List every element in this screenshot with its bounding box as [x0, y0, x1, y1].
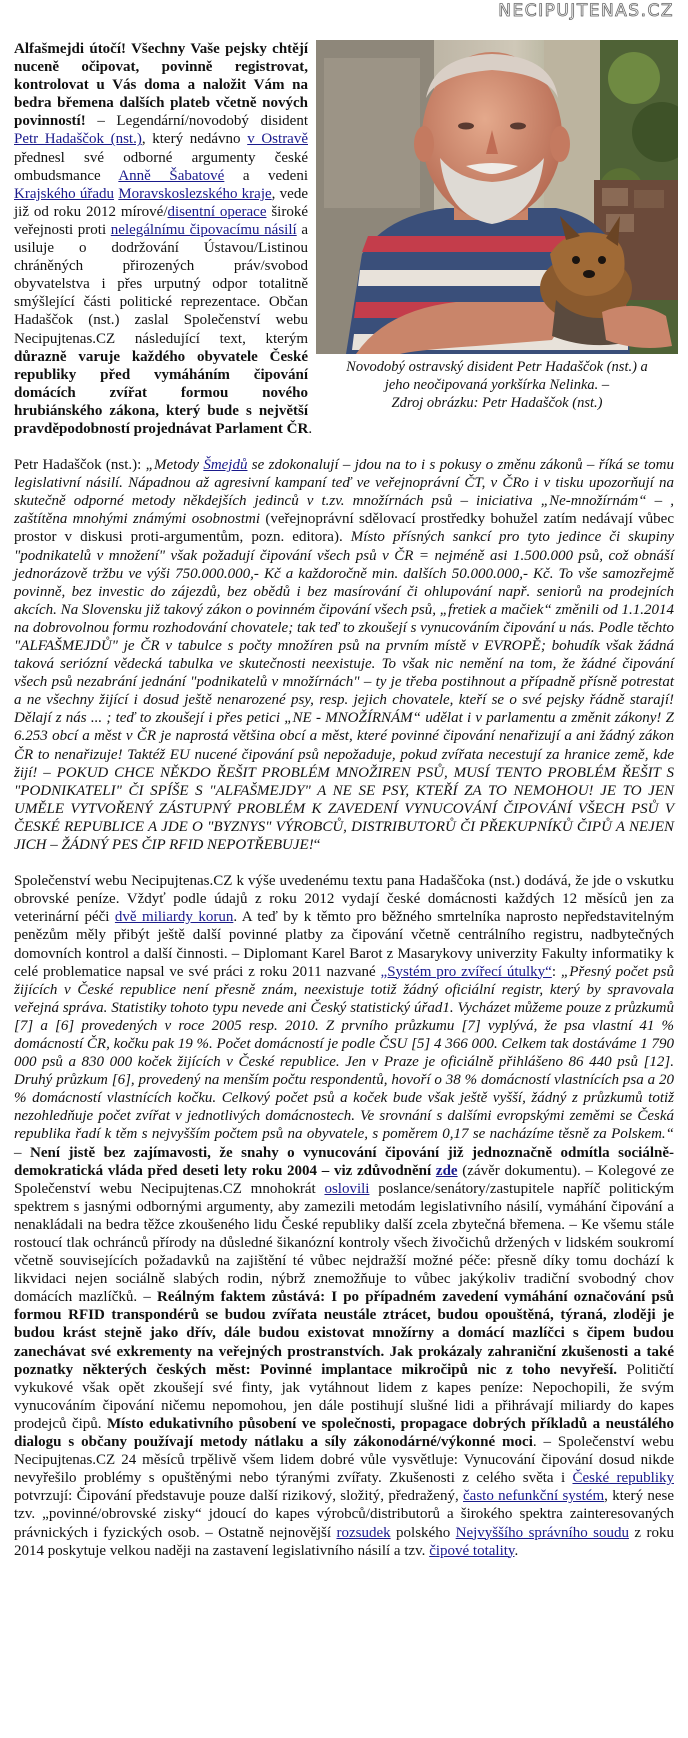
caption-line: Novodobý ostravský disident Petr Hadaščok (nst.) a [346, 359, 648, 375]
inline-link[interactable]: v Ostravě [247, 131, 308, 148]
inline-link[interactable]: Krajského úřadu [14, 185, 115, 202]
photo-caption [316, 354, 678, 412]
text-run: , který nedávno [141, 131, 248, 148]
inline-link[interactable]: zde [435, 1162, 458, 1179]
inline-link[interactable]: oslovili [324, 1180, 370, 1197]
text-run: , vede již od roku 2012 mírové/ [14, 185, 308, 220]
inline-link[interactable]: Moravskoslezského kraje [118, 185, 272, 202]
article-photo [316, 40, 678, 354]
text-run: . [308, 420, 313, 437]
text-run: “ [313, 837, 321, 854]
text-run: potvrzují: Čipování představuje pouze další rizikový, složitý, předražený, [14, 1488, 464, 1505]
text-run: : [551, 963, 561, 980]
text-run: – [14, 1144, 30, 1161]
italic-quote-text: „Přesný počet psů žijících v České republice není přesně znám, neexistuje totiž žádný oficiální registr, který by spravovala veřejná správa. Statistiky tohoto typu nevede ani Český statistický úřad1. Vycházet můžeme pouze z průzkumů [7] a [6] provedených v roce 2005 resp. 2010. Z prvního průzkumu [7] vyplývá, že psa vlastní 41 % domácností ČR, kočku pak 19 %. Počet domácností je podle ČSU [5] 4 366 000. Celkem tak dostáváme 1 790 000 psů a 830 000 koček žijících v České republice. Jen v Praze je oficiálně přihlášeno 86 440 psů [12]. Druhý průzkum [6], provedený na menším počtu respondentů, hovoří o 38 % domácností vlastnících psa a 20 % domácností vlastnících kočku. Celkový počet psů a koček bude však ještě vyšší, žádný z průzkumů totiž nezohledňuje počet zvířat v jednotlivých domácnostech. Ve srovnání s dalšími evropskými zeměmi se Česká republika řadí k těm s nejvyšším počtem psů na obyvatele, s poměrem 0,17 se nacházíme těsně za Polskem.“ [14, 963, 674, 1143]
text-run: z roku 2014 poskytuje velkou naději na zastavení legislativního násilí a tzv. [14, 1524, 674, 1559]
inline-link[interactable]: České republiky [572, 1470, 674, 1487]
text-run: Společenství webu Necipujtenas.CZ k výše uvedenému textu pana Hadaščoka (nst.) dodává, že jde o vskutku obrovské peníze. Vždyť podle údajů z roku 2012 vydají české domácnosti každých 12 měsíců jen za veterinární péči [14, 873, 674, 926]
text-run: – Legendární/novodobý disident [85, 113, 308, 130]
inline-link[interactable]: rozsudek [336, 1524, 391, 1541]
inline-link[interactable]: disentní operace [167, 203, 267, 220]
italic-quote-text: „Metody [145, 457, 204, 474]
site-logo: NECIPUJTENAS.CZ [498, 1, 674, 21]
text-run: (veřejnoprávní sdělovací prostředky bohužel zatím nedávají vůbec prostor v diskusi proti-argumentům, pozn. editora). [14, 511, 674, 546]
italic-quote-text: Místo přísných sankcí pro tyto jedince či skupiny "podnikatelů v množení" však požadují čipování všech psů v ČR = nejméně asi 1.500.000 psů, což obnáší jednorázově tržbu ve výši 750.000.000,- Kč a každoročně min. dalších 50.000.000,- Kč. To vše samozřejmě povinně, bez investic do zájezdů, bez obědů i bez masírování či ohlupování např. seniorů na prodejních akcích. Na Slovensku již takový zákon o povinném čipování všech psů, „fretiek a mačiek“ změnili od 1.1.2014 na dobrovolnou formu rozhodování chovatele; tak teď to zkoušejí s vynucováním čipování u nás. Podle těchto "ALFAŠMEJDŮ" je ČR v tabulce s počty množíren psů na prvním místě v EVROPĚ; bohudík však žádná taková seriózní vědecká tabulka ve skutečnosti neexistuje. To však nic nemění na tom, že žádné čipování všech psů nezabrání jednání "podnikatelů v množírnách" – ty je třeba postihnout a případně přísně potrestat a ne všechny žijící i dosud ještě nenarozené psy, resp. jejich chovatele, kteří se o své pejsky řádně starají! Dělají z nás ... ; teď to zkoušejí i přes petici „NE - MNOŽÍRNÁM“ udělat i v parlamentu a změnit zákony! Z 6.253 obcí a měst v ČR je naprostá většina obcí a měst, které povinné čipování nenařizují a ani žádný zákon ČR to nenařizuje! Taktéž EU nucené čipování psů nepožaduje, pokud zvířata necestují za hranice země, kde žijí! – POKUD CHCE NĚKDO ŘEŠIT PROBLÉM MNOŽIREN PSŮ, MUSÍ TENTO PROBLÉM ŘEŠIT S "PODNIKATELI" ČI SPÍŠE S "ALFAŠMEJDY" A NE SE PSY, KTEŘÍ ZA TO NEMOHOU! JE TO JEN UMĚLE VYTVOŘENÝ ZÁSTUPNÝ PROBLÉM K ZAVEDENÍ VYNUCOVÁNÍ ČIPOVÁNÍ VŠECH PSŮ V ČESKÉ REPUBLICE A JDE O "BYZNYS" VÝROBCŮ, DISTRIBUTORŮ ČI PŘEKUPNÍKŮ ČIPŮ A NEJEN JICH – ŽÁDNÝ PES ČIP RFID NEPOTŘEBUJE! [14, 529, 675, 854]
text-run: Političtí vykukové však opět zkoušejí své finty, jak vytáhnout lidem z kapes peníze: Nepochopili, že svým vynucováním čipování ničemu nepomohou, jen dále postihují slušné lidi a přihrávají miliardy do kapes prodejců čipů. [14, 1361, 674, 1432]
text-run: široké veřejnosti proti [14, 203, 308, 238]
inline-link[interactable]: dvě miliardy korun [114, 909, 234, 926]
text-run: , který nese tzv. „povinné/obrovské zisky“ jdoucí do kapes výrobců/distributorů a širokého spektra zainteresovaných právnických i fyzických osob. – Ostatně nejnovější [14, 1488, 674, 1541]
bold-text: Alfašmejdi útočí! Všechny Vaše pejsky chtějí nuceně očipovat, povinně registrovat, kontrolovat u Vás doma a naložit Vám na bedra břemena dalších plateb včetně nových povinností! [14, 41, 308, 130]
caption-line: jeho neočipovaná yorkšírka Nelinka. – [384, 377, 610, 393]
text-run: a usiluje o dodržování Ústavou/Listinou chráněných přirozených práv/svobod obyvatelstva i přes urputný odpor totalitně smýšlející části politické reprezentace. Občan Hadaščok (nst.) zaslal Společenství webu Necipujtenas.CZ následující text, kterým [14, 221, 308, 347]
text-run: Petr Hadaščok (nst.): [14, 457, 146, 474]
commentary-paragraph [14, 872, 674, 1560]
inline-link[interactable]: „Systém pro zvířecí útulky“ [380, 963, 552, 980]
text-run: polského [390, 1524, 456, 1541]
text-run: přednesl své odborné argumenty české ombudsmance [14, 149, 308, 184]
inline-link[interactable]: často nefunkční systém [463, 1488, 605, 1505]
text-run: . [514, 1542, 519, 1559]
inline-link[interactable]: nelegálnímu čipovacímu násilí [110, 221, 297, 238]
bold-text: Reálným faktem zůstává: I po případném zavedení vymáhání označování psů formou RFID transpondérů se budou zvířata neustále ztrácet, budou opouštěná, týraná, zloději je budou krást stejně jako dřív, dále budou existovat množírny a domácí mazlíčci s čipem budou zanechávat své exkrementy na veřejných prostranstvích. Jak prokázaly zahraniční zkušenosti a také poznatky některých českých měst: Povinné implantace mikročipů nic z toho nevyřeší. [14, 1289, 674, 1378]
inline-link[interactable]: Šmejdů [203, 457, 248, 474]
italic-quote-text: se zdokonalují – jdou na to i s pokusy o změnu zákonů – říká se tomu legislativní násilí. Nápadnou až agresivní kampaní teď ve veřejnoprávní ČT, v ČRo i v tisku upozorňují na skutečně odporné metody někdejších jedinců v t.zv. množírnách psů – iniciativa „Ne-množírnám“ – , zaštítěna mnohými známými osobnostmi [14, 457, 675, 528]
inline-link[interactable]: čipové totality [429, 1542, 515, 1559]
inline-link[interactable]: Nejvyššího správního soudu [455, 1524, 629, 1541]
inline-link[interactable]: Petr Hadaščok (nst.) [14, 131, 142, 148]
photo-man-with-yorkshire-terrier [316, 40, 678, 354]
bold-text: Místo edukativního působení ve společnosti, propagace dobrých příkladů a neustálého dialogu s občany používají metody nátlaku a síly zákonodárné/výkonné moci [14, 1415, 674, 1451]
text-run: a vedeni [224, 167, 309, 184]
bold-text: Není jistě bez zajímavosti, že snahy o vynucování čipování již jednoznačně odmítla sociálně-demokratická vláda před deseti lety roku 2004 – viz zdůvodnění [14, 1144, 674, 1179]
text-run: (závěr dokumentu). – Kolegové ze Společenství webu Necipujtenas.CZ mnohokrát [14, 1162, 674, 1197]
text-run: . – Společenství webu Necipujtenas.CZ 24 měsíců trpělivě všem lidem dobré vůle vysvětluje: Vynucování čipování dosud nikde nevyřešilo problémy s opuštěnými nebo týranými zvířaty. Zkušenosti z celého světa i [14, 1434, 674, 1487]
article-figure [316, 40, 678, 412]
caption-line: Zdroj obrázku: Petr Hadaščok (nst.) [391, 395, 603, 411]
text-run: . A teď by k těmto pro běžného smrtelníka naprosto nepředstavitelným penězům měly přibýt ještě další povinné platby za čipování včetně centrálního registru, nadbytečných domovních kontrol a další činnosti. – Diplomant Karel Barot z Masarykovy univerzity Fakulty informatiky k celé problematice napsal ve své práci z roku 2011 nazvané [14, 909, 675, 980]
text-run: poslance/senátory/zastupitele napříč politickým spektrem s jasnými odbornými argumenty, aby zamezili metodám legislativního násilí, vymáhání čipování a nenakládali na bedra těžce zkoušeného lidu České republiky další zcela zbytečná břemena. – Ke všemu stále rostoucí tlak ochránců přírody na důsledné šikanózní kontroly všech živočichů držených v lidském soukromí včetně souvisejících požadavků na zajištění té vůbec nejdražší možné péče: přesně díky tomu dochází k likvidaci nejen sociálně slabých rodin, nýbrž znemožňuje to vůbec jakýkoliv tradiční svobodný chov domácích mazlíčků. – [14, 1180, 674, 1306]
inline-link[interactable]: Anně Šabatové [118, 167, 225, 184]
bold-text: důrazně varuje každého obyvatele České republiky před vymáháním čipování domácích zvířat formou nového hrubiánského zákona, který bude s největší pravděpodobností projednávat Parlament ČR [14, 348, 309, 437]
quote-paragraph [14, 456, 674, 854]
